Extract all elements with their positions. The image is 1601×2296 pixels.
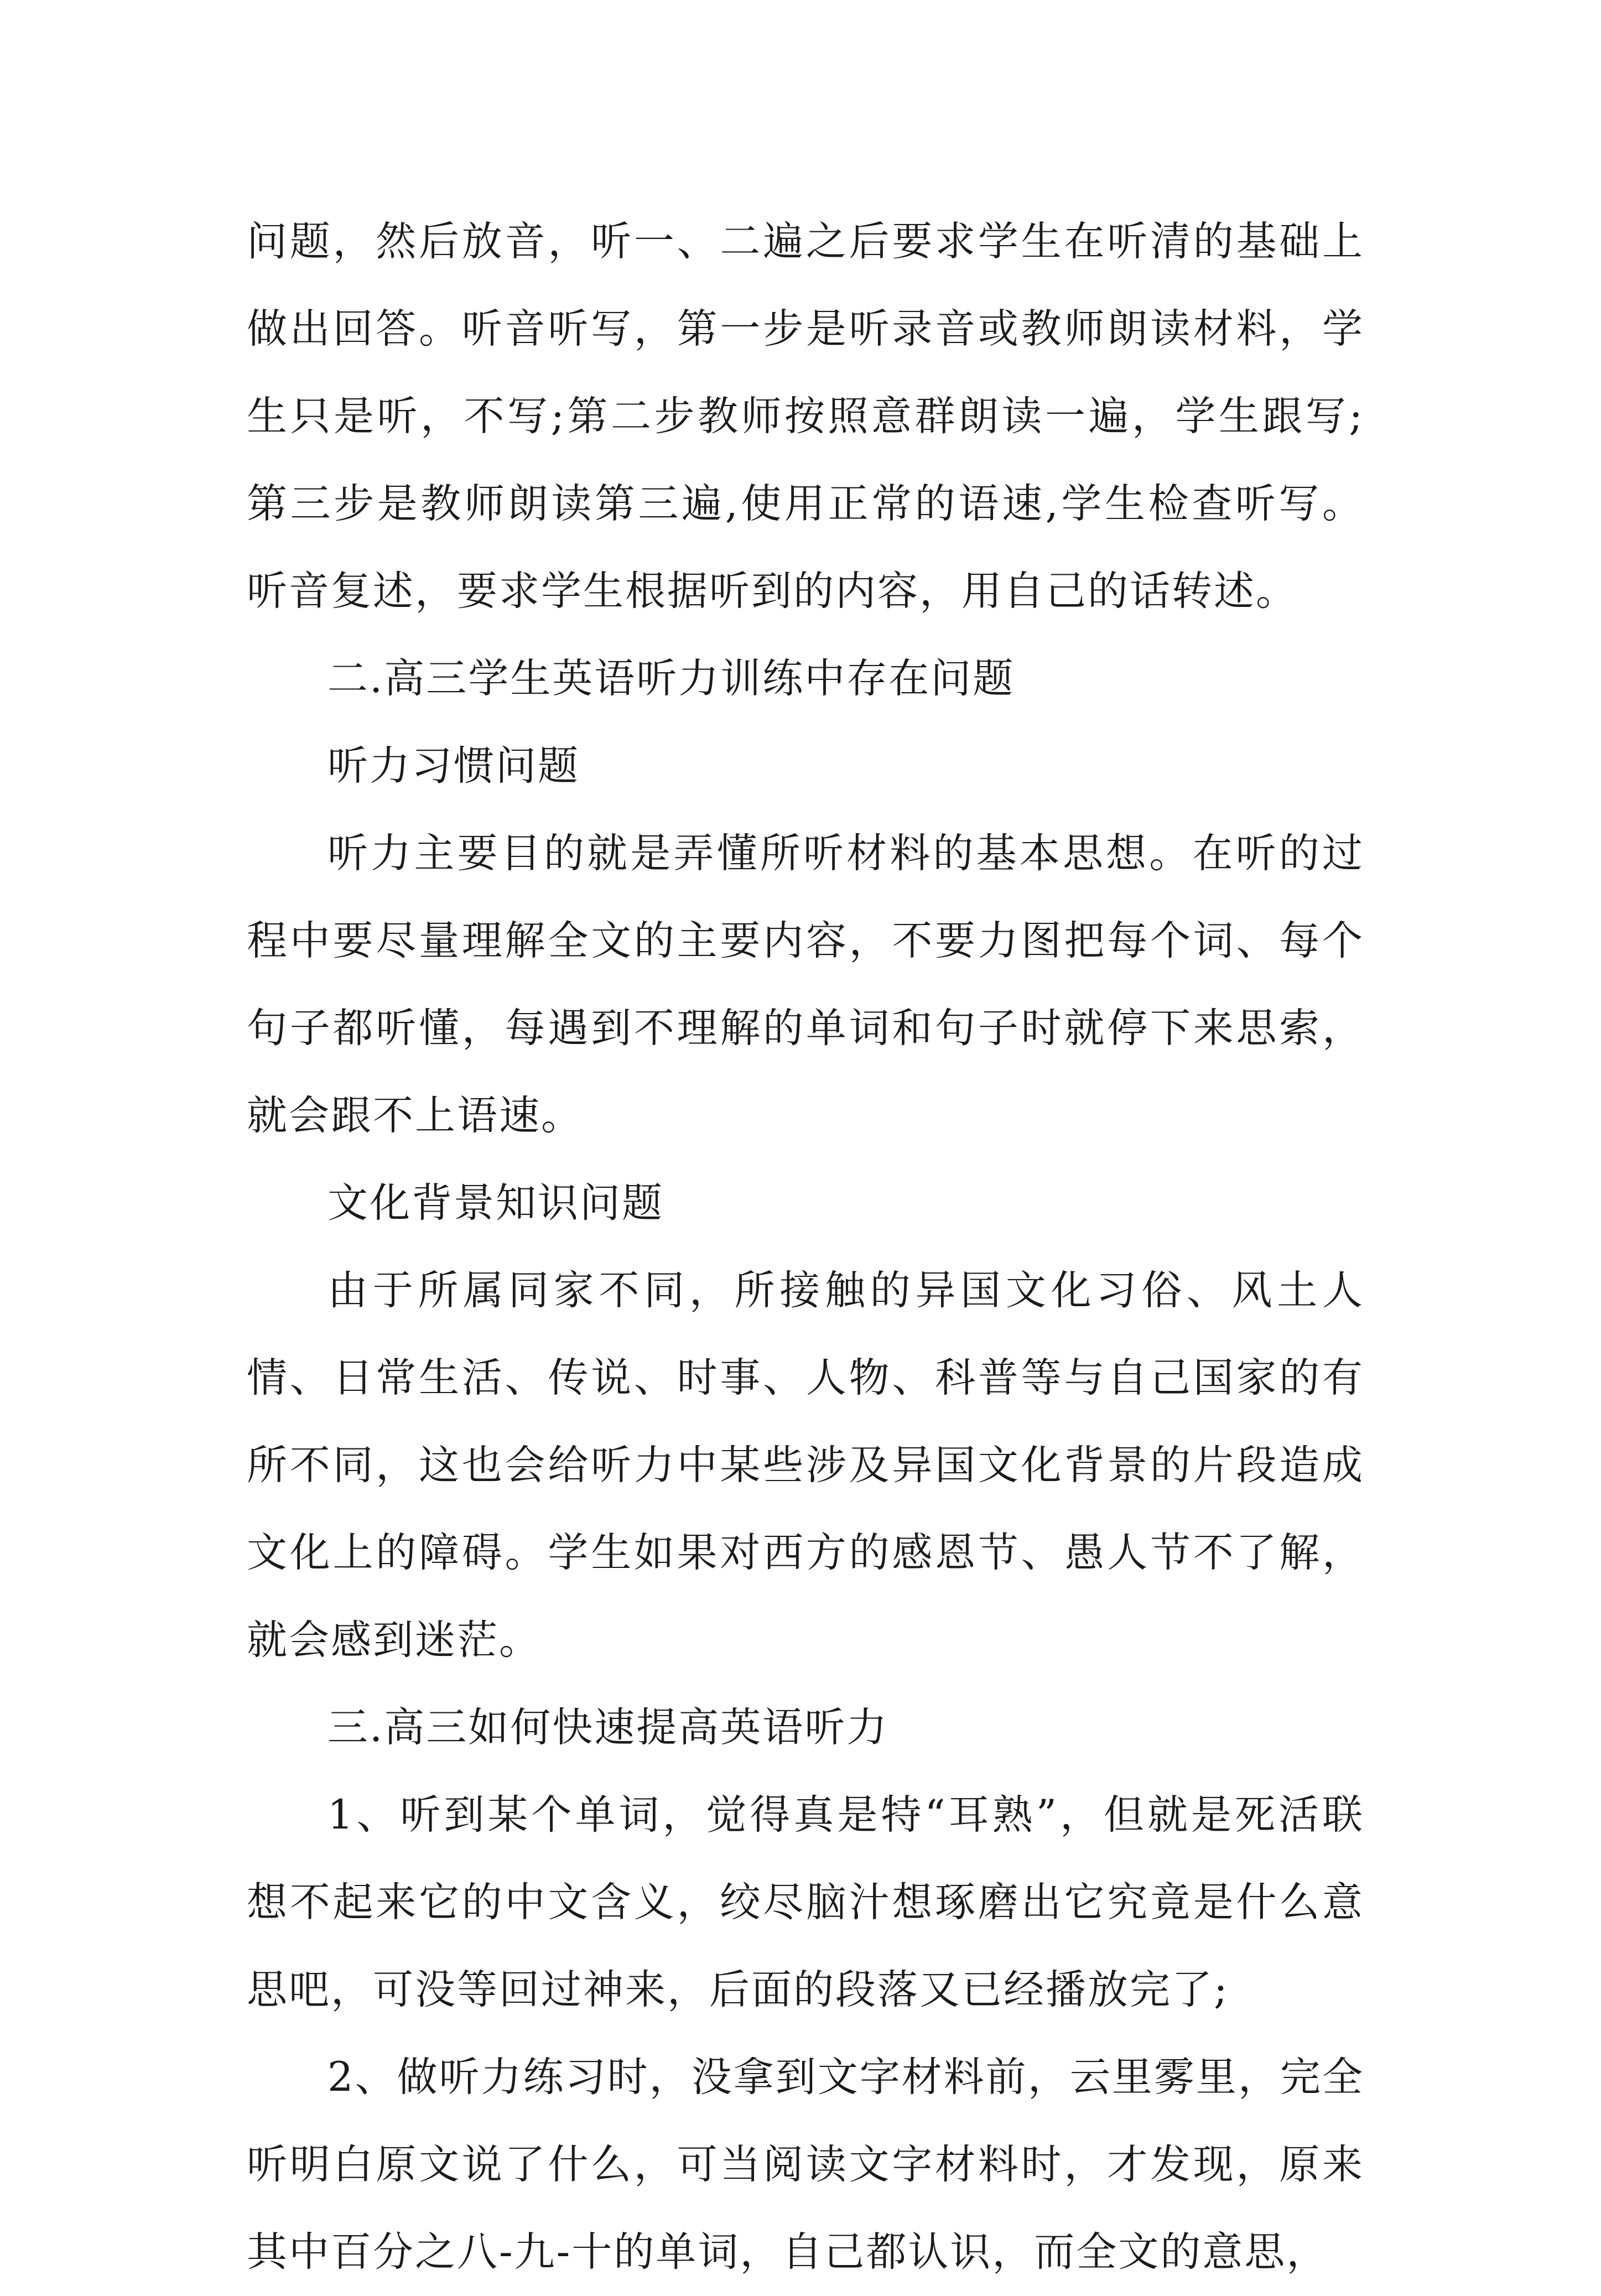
list-item-2: 2、做听力练习时，没拿到文字材料前，云里雾里，完全听明白原文说了什么，可当阅读文字材料时，才发现，原来其中百分之八-九-十的单词，自己都认识，而全文的意思， <box>247 2054 1364 2276</box>
paragraph-cultural-background: 由于所属同家不同，所接触的异国文化习俗、风土人情、日常生活、传说、时事、人物、科普等与自己国家的有所不同，这也会给听力中某些涉及异国文化背景的片段造成文化上的障碍。学生如果对西方的感恩节、愚人节不了解，就会感到迷茫。 <box>247 1267 1364 1664</box>
list-item-1: 1、听到某个单词，觉得真是特“耳熟”，但就是死活联想不起来它的中文含义，绞尽脑汁想琢磨出它究竟是什么意思吧，可没等回过神来，后面的段落又已经播放完了; <box>247 1791 1364 2013</box>
subheading-listening-habits: 听力习惯问题 <box>328 742 580 789</box>
section-heading-2: 二.高三学生英语听力训练中存在问题 <box>328 655 1015 702</box>
subheading-cultural-background: 文化背景知识问题 <box>328 1180 664 1227</box>
document-body <box>247 198 1364 2296</box>
paragraph-listening-habits: 听力主要目的就是弄懂所听材料的基本思想。在听的过程中要尽量理解全文的主要内容，不要力图把每个词、每个句子都听懂，每遇到不理解的单词和句子时就停下来思索，就会跟不上语速。 <box>247 830 1364 1139</box>
paragraph-1: 问题，然后放音，听一、二遍之后要求学生在听清的基础上做出回答。听音听写，第一步是听录音或教师朗读材料，学生只是听，不写;第二步教师按照意群朗读一遍，学生跟写;第三步是教师朗读第三遍,使用正常的语速,学生检查听写。听音复述，要求学生根据听到的内容，用自己的话转述。 <box>247 218 1364 615</box>
section-heading-3: 三.高三如何快速提高英语听力 <box>328 1704 889 1751</box>
